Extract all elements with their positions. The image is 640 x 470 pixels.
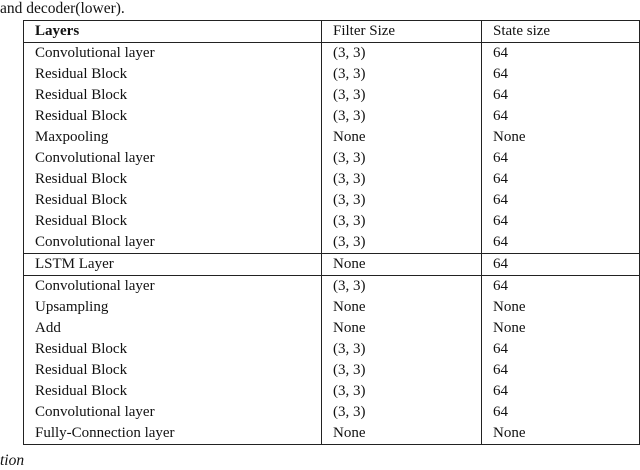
cell-layer: Convolutional layer: [24, 148, 322, 169]
cell-filter-size: (3, 3): [322, 106, 482, 127]
header-state-size: State size: [482, 21, 640, 43]
cell-state-size: 64: [482, 190, 640, 211]
layers-table: [23, 20, 640, 445]
table-row: [24, 232, 640, 254]
cell-filter-size: (3, 3): [322, 148, 482, 169]
table-caption: and decoder(lower).: [0, 0, 125, 17]
table-header: [24, 21, 640, 43]
cell-layer: Add: [24, 318, 322, 339]
cell-state-size: 64: [482, 211, 640, 232]
following-caption-fragment: tion: [0, 452, 25, 469]
table-row: [24, 402, 640, 423]
cell-layer: Fully-Connection layer: [24, 423, 322, 445]
cell-state-size: None: [482, 297, 640, 318]
cell-layer: Residual Block: [24, 85, 322, 106]
table-row: [24, 360, 640, 381]
cell-filter-size: None: [322, 318, 482, 339]
cell-state-size: 64: [482, 106, 640, 127]
cell-state-size: 64: [482, 232, 640, 254]
cell-filter-size: None: [322, 297, 482, 318]
table-row: [24, 127, 640, 148]
cell-state-size: 64: [482, 85, 640, 106]
cell-layer: Residual Block: [24, 211, 322, 232]
table-row: [24, 148, 640, 169]
cell-state-size: 64: [482, 276, 640, 298]
cell-state-size: 64: [482, 43, 640, 65]
cell-filter-size: (3, 3): [322, 43, 482, 65]
table-row: [24, 423, 640, 445]
cell-filter-size: (3, 3): [322, 276, 482, 298]
header-layers: Layers: [24, 21, 322, 43]
cell-layer: Residual Block: [24, 190, 322, 211]
table-row: [24, 64, 640, 85]
cell-state-size: 64: [482, 169, 640, 190]
table-row: [24, 318, 640, 339]
table-row: [24, 254, 640, 276]
cell-layer: Convolutional layer: [24, 276, 322, 298]
table-row: [24, 43, 640, 65]
cell-layer: Convolutional layer: [24, 402, 322, 423]
cell-state-size: 64: [482, 402, 640, 423]
cell-layer: Residual Block: [24, 381, 322, 402]
cell-filter-size: None: [322, 423, 482, 445]
cell-layer: Residual Block: [24, 339, 322, 360]
cell-layer: Convolutional layer: [24, 43, 322, 65]
cell-filter-size: None: [322, 254, 482, 276]
cell-layer: LSTM Layer: [24, 254, 322, 276]
table-row: [24, 106, 640, 127]
cell-filter-size: (3, 3): [322, 232, 482, 254]
cell-filter-size: (3, 3): [322, 360, 482, 381]
cell-layer: Upsampling: [24, 297, 322, 318]
table-row: [24, 169, 640, 190]
cell-state-size: 64: [482, 360, 640, 381]
cell-state-size: 64: [482, 148, 640, 169]
cell-filter-size: (3, 3): [322, 190, 482, 211]
cell-state-size: None: [482, 423, 640, 445]
table-row: [24, 297, 640, 318]
cell-filter-size: (3, 3): [322, 211, 482, 232]
table-row: [24, 85, 640, 106]
cell-layer: Residual Block: [24, 64, 322, 85]
table-row: [24, 339, 640, 360]
cell-layer: Residual Block: [24, 106, 322, 127]
cell-state-size: None: [482, 127, 640, 148]
cell-state-size: 64: [482, 381, 640, 402]
cell-layer: Maxpooling: [24, 127, 322, 148]
cell-filter-size: (3, 3): [322, 402, 482, 423]
table-row: [24, 381, 640, 402]
cell-state-size: 64: [482, 254, 640, 276]
table-row: [24, 211, 640, 232]
cell-layer: Residual Block: [24, 360, 322, 381]
cell-filter-size: None: [322, 127, 482, 148]
header-row: [24, 21, 640, 43]
cell-state-size: 64: [482, 64, 640, 85]
table-body: [24, 43, 640, 445]
cell-filter-size: (3, 3): [322, 339, 482, 360]
cell-filter-size: (3, 3): [322, 64, 482, 85]
cell-filter-size: (3, 3): [322, 381, 482, 402]
table-row: [24, 276, 640, 298]
cell-state-size: None: [482, 318, 640, 339]
cell-filter-size: (3, 3): [322, 169, 482, 190]
cell-state-size: 64: [482, 339, 640, 360]
table-row: [24, 190, 640, 211]
cell-layer: Residual Block: [24, 169, 322, 190]
cell-filter-size: (3, 3): [322, 85, 482, 106]
header-filter-size: Filter Size: [322, 21, 482, 43]
cell-layer: Convolutional layer: [24, 232, 322, 254]
